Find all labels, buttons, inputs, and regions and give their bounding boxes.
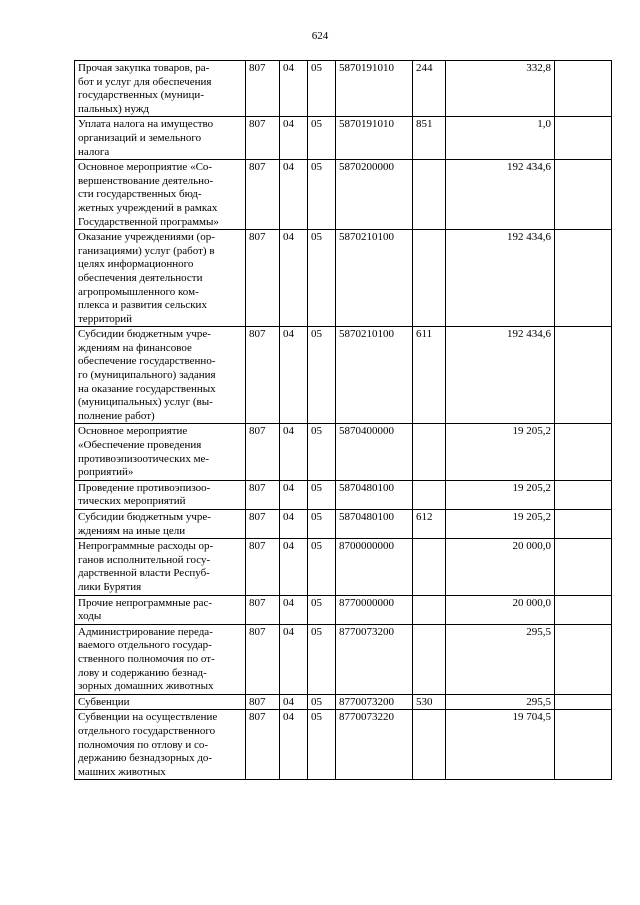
row-subsection: 05: [308, 624, 336, 694]
row-expense-type: [413, 480, 446, 509]
row-name-text: Администрирование переда- ваемого отдельного государ- ственного полномочия по от- лову и содержанию безнад- зорных домашних животных: [78, 625, 215, 693]
row-section: 04: [280, 160, 308, 230]
row-target-article: 5870191010: [336, 117, 413, 160]
row-name-text: Оказание учреждениями (ор- ганизациями) услуг (работ) в целях информационного обеспечения деятельности агропромышленного ком- плекса и развития сельских территорий: [78, 231, 215, 325]
row-target-article: 5870400000: [336, 424, 413, 480]
table-row: [75, 327, 612, 424]
row-subsection: 05: [308, 710, 336, 780]
row-code: 807: [246, 539, 280, 595]
row-subsection: 05: [308, 424, 336, 480]
row-expense-type: 611: [413, 327, 446, 424]
row-name: [75, 327, 246, 424]
row-code: 807: [246, 624, 280, 694]
row-section: 04: [280, 539, 308, 595]
row-expense-type: [413, 160, 446, 230]
row-target-article: 8770073220: [336, 710, 413, 780]
row-empty-cell: [555, 539, 612, 595]
row-code: 807: [246, 595, 280, 624]
row-expense-type: [413, 539, 446, 595]
row-code: 807: [246, 117, 280, 160]
row-empty-cell: [555, 117, 612, 160]
row-name-text: Субвенции: [78, 695, 130, 708]
row-name: [75, 694, 246, 710]
row-amount: 19 704,5: [446, 710, 555, 780]
row-amount: 20 000,0: [446, 539, 555, 595]
row-subsection: 05: [308, 694, 336, 710]
table-row: [75, 117, 612, 160]
row-expense-type: 244: [413, 61, 446, 117]
row-section: 04: [280, 510, 308, 539]
row-amount: 295,5: [446, 694, 555, 710]
row-name: [75, 117, 246, 160]
row-amount: 19 205,2: [446, 510, 555, 539]
row-target-article: 8700000000: [336, 539, 413, 595]
row-name-text: Проведение противоэпизоо- тических мероприятий: [78, 481, 211, 508]
row-section: 04: [280, 327, 308, 424]
row-name-text: Субсидии бюджетным учре- ждениям на финансовое обеспечение государственно- го (муниципального) задания на оказание государственных (муниципальных) услуг (вы- полнение работ): [78, 328, 216, 422]
row-name: [75, 61, 246, 117]
row-empty-cell: [555, 510, 612, 539]
table-row: [75, 424, 612, 480]
row-empty-cell: [555, 327, 612, 424]
row-empty-cell: [555, 710, 612, 780]
row-name: [75, 539, 246, 595]
row-section: 04: [280, 424, 308, 480]
row-code: 807: [246, 424, 280, 480]
row-name: [75, 595, 246, 624]
table-row: [75, 694, 612, 710]
row-section: 04: [280, 230, 308, 327]
row-subsection: 05: [308, 160, 336, 230]
row-section: 04: [280, 61, 308, 117]
row-amount: 332,8: [446, 61, 555, 117]
row-name: [75, 624, 246, 694]
row-section: 04: [280, 480, 308, 509]
table-row: [75, 230, 612, 327]
row-code: 807: [246, 480, 280, 509]
row-target-article: 5870480100: [336, 510, 413, 539]
table-row: [75, 710, 612, 780]
row-subsection: 05: [308, 327, 336, 424]
row-amount: 192 434,6: [446, 230, 555, 327]
row-code: 807: [246, 510, 280, 539]
row-section: 04: [280, 710, 308, 780]
row-name: [75, 480, 246, 509]
table-row: [75, 595, 612, 624]
budget-table: [74, 60, 612, 780]
row-empty-cell: [555, 160, 612, 230]
row-name-text: Уплата налога на имущество организаций и земельного налога: [78, 118, 214, 158]
row-expense-type: [413, 230, 446, 327]
row-section: 04: [280, 624, 308, 694]
row-empty-cell: [555, 61, 612, 117]
row-subsection: 05: [308, 61, 336, 117]
row-name-text: Основное мероприятие «Обеспечение проведения противоэпизоотических ме- роприятий»: [78, 425, 210, 479]
row-name-text: Прочие непрограммные рас- ходы: [78, 596, 213, 623]
row-section: 04: [280, 117, 308, 160]
row-expense-type: [413, 710, 446, 780]
row-expense-type: [413, 624, 446, 694]
row-name: [75, 710, 246, 780]
row-subsection: 05: [308, 539, 336, 595]
row-target-article: 8770073200: [336, 624, 413, 694]
row-expense-type: 612: [413, 510, 446, 539]
row-section: 04: [280, 694, 308, 710]
row-code: 807: [246, 694, 280, 710]
table-row: [75, 61, 612, 117]
row-subsection: 05: [308, 117, 336, 160]
row-name: [75, 510, 246, 539]
row-code: 807: [246, 327, 280, 424]
row-expense-type: [413, 595, 446, 624]
row-empty-cell: [555, 424, 612, 480]
row-section: 04: [280, 595, 308, 624]
row-empty-cell: [555, 624, 612, 694]
row-name-text: Прочая закупка товаров, ра- бот и услуг для обеспечения государственных (муници- пальных) нужд: [78, 62, 212, 115]
table-row: [75, 160, 612, 230]
row-target-article: 8770000000: [336, 595, 413, 624]
page-number: 624: [311, 30, 329, 42]
row-subsection: 05: [308, 595, 336, 624]
table-row: [75, 510, 612, 539]
row-code: 807: [246, 160, 280, 230]
row-empty-cell: [555, 694, 612, 710]
row-subsection: 05: [308, 480, 336, 509]
row-amount: 295,5: [446, 624, 555, 694]
row-target-article: 5870200000: [336, 160, 413, 230]
row-expense-type: [413, 424, 446, 480]
row-code: 807: [246, 710, 280, 780]
row-empty-cell: [555, 480, 612, 509]
row-target-article: 5870210100: [336, 230, 413, 327]
row-subsection: 05: [308, 510, 336, 539]
row-amount: 1,0: [446, 117, 555, 160]
row-name-text: Субвенции на осуществление отдельного государственного полномочия по отлову и со- держанию безнадзорных до- машних животных: [78, 711, 218, 778]
row-amount: 192 434,6: [446, 160, 555, 230]
row-name-text: Непрограммные расходы ор- ганов исполнительной госу- дарственной власти Респуб- лики Бурятия: [78, 540, 214, 593]
row-code: 807: [246, 230, 280, 327]
row-target-article: 5870210100: [336, 327, 413, 424]
budget-table-body: [75, 61, 612, 780]
row-name-text: Субсидии бюджетным учре- ждениям на иные цели: [78, 511, 211, 537]
row-amount: 192 434,6: [446, 327, 555, 424]
row-target-article: 8770073200: [336, 694, 413, 710]
row-expense-type: 851: [413, 117, 446, 160]
row-subsection: 05: [308, 230, 336, 327]
row-target-article: 5870191010: [336, 61, 413, 117]
row-empty-cell: [555, 230, 612, 327]
row-name-text: Основное мероприятие «Со- вершенствование деятельно- сти государственных бюд- жетных учреждений в рамках Государственной программы»: [78, 161, 219, 228]
row-name: [75, 230, 246, 327]
row-amount: 19 205,2: [446, 424, 555, 480]
row-expense-type: 530: [413, 694, 446, 710]
table-row: [75, 624, 612, 694]
row-code: 807: [246, 61, 280, 117]
row-amount: 20 000,0: [446, 595, 555, 624]
row-name: [75, 160, 246, 230]
table-row: [75, 539, 612, 595]
row-name: [75, 424, 246, 480]
row-empty-cell: [555, 595, 612, 624]
row-amount: 19 205,2: [446, 480, 555, 509]
table-row: [75, 480, 612, 509]
row-target-article: 5870480100: [336, 480, 413, 509]
